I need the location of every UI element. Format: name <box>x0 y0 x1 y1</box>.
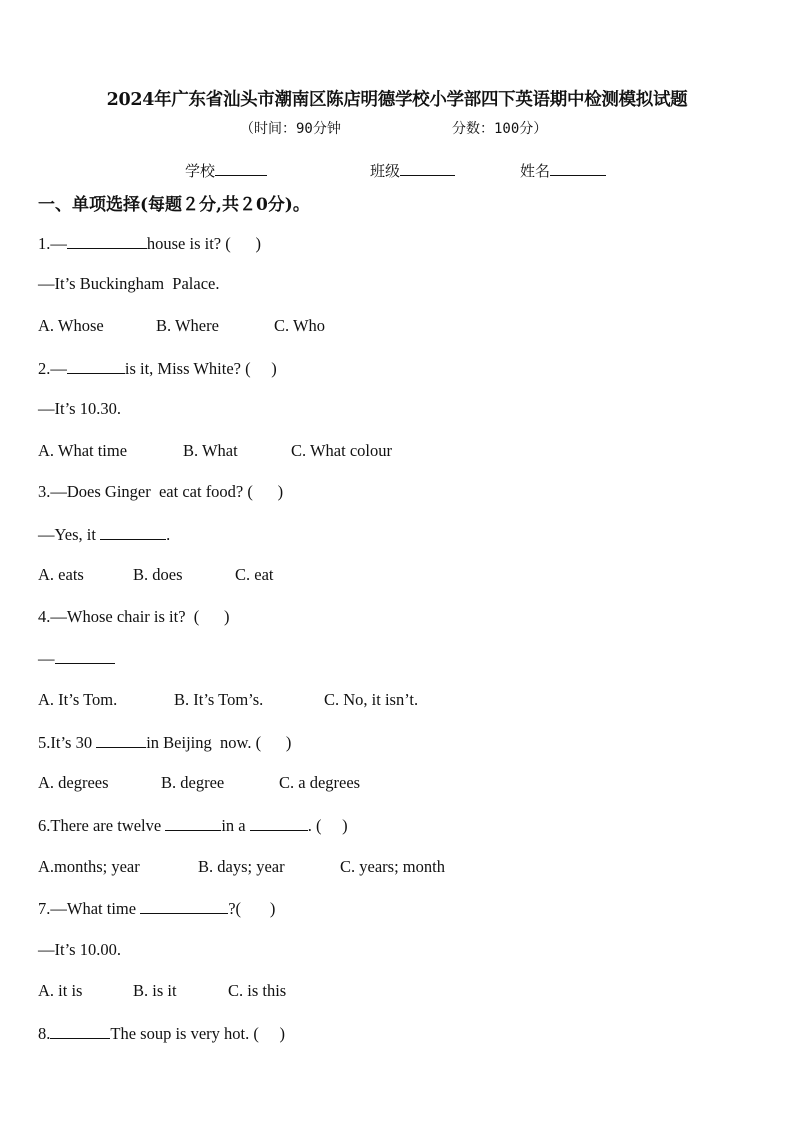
question-6: 6.There are twelve in a . ( ) <box>38 816 348 835</box>
option-c[interactable]: C. No, it isn’t. <box>324 690 419 709</box>
name-label: 姓名 <box>520 162 551 180</box>
school-blank[interactable] <box>215 161 267 176</box>
question-4: 4.—Whose chair is it? ( ) <box>38 607 230 626</box>
question-2: 2.— is it, Miss White? ( ) <box>38 359 277 378</box>
option-c[interactable]: C. Who <box>274 316 326 335</box>
question-3-answer: —Yes, it . <box>38 525 171 544</box>
option-b[interactable]: B. is it <box>133 981 177 1000</box>
option-a[interactable]: A. it is <box>38 981 83 1000</box>
option-b[interactable]: B. What <box>183 441 238 460</box>
answer-blank[interactable] <box>96 732 146 748</box>
exam-title: 2024年广东省汕头市潮南区陈店明德学校小学部四下英语期中检测模拟试题 <box>106 90 688 110</box>
exam-time: （时间：90分钟 <box>240 121 341 137</box>
question-2-answer: —It’s 10.30. <box>38 399 121 418</box>
question-1: 1.— house is it? ( ) <box>38 234 261 253</box>
answer-blank[interactable] <box>100 524 166 540</box>
name-blank[interactable] <box>550 161 606 176</box>
question-5-options <box>38 773 361 793</box>
section-title: 一、单项选择(每题２分,共２0分)。 <box>38 195 310 215</box>
option-b[interactable]: B. Where <box>156 316 219 335</box>
exam-score: 分数：100分） <box>452 121 548 137</box>
option-c[interactable]: C. is this <box>228 981 287 1000</box>
option-c[interactable]: C. What colour <box>291 441 392 460</box>
option-c[interactable]: C. years; month <box>340 857 445 876</box>
option-a[interactable]: A. What time <box>38 441 128 460</box>
question-4-answer: — <box>38 648 115 669</box>
name-field <box>520 160 606 181</box>
question-8: 8. The soup is very hot. ( ) <box>38 1024 285 1043</box>
option-a[interactable]: A.months; year <box>38 857 140 876</box>
answer-blank[interactable] <box>140 898 228 914</box>
class-label: 班级 <box>370 162 401 180</box>
answer-blank[interactable] <box>67 358 125 374</box>
option-a[interactable]: A. eats <box>38 565 84 584</box>
question-7-options <box>38 981 287 1001</box>
option-b[interactable]: B. days; year <box>198 857 285 876</box>
class-blank[interactable] <box>400 161 455 176</box>
question-5: 5.It’s 30 in Beijing now. ( ) <box>38 733 292 752</box>
question-1-options <box>38 316 326 336</box>
question-7-answer: —It’s 10.00. <box>38 940 121 959</box>
option-a[interactable]: A. It’s Tom. <box>38 690 118 709</box>
option-b[interactable]: B. does <box>133 565 183 584</box>
option-c[interactable]: C. a degrees <box>279 773 361 792</box>
answer-blank[interactable] <box>67 233 147 249</box>
question-6-options <box>38 857 445 877</box>
question-3-options <box>38 565 274 585</box>
question-4-options <box>38 690 419 710</box>
school-field <box>185 160 267 181</box>
option-a[interactable]: A. degrees <box>38 773 109 792</box>
class-field <box>370 160 455 181</box>
school-label: 学校 <box>185 162 216 180</box>
option-b[interactable]: B. It’s Tom’s. <box>174 690 264 709</box>
question-3: 3.—Does Ginger eat cat food? ( ) <box>38 482 284 501</box>
option-b[interactable]: B. degree <box>161 773 225 792</box>
answer-blank[interactable] <box>50 1023 110 1039</box>
answer-blank-2[interactable] <box>250 815 308 831</box>
option-a[interactable]: A. Whose <box>38 316 104 335</box>
question-1-answer: —It’s Buckingham Palace. <box>38 274 220 293</box>
question-7: 7.—What time ?( ) <box>38 899 276 918</box>
answer-blank[interactable] <box>55 648 115 664</box>
question-2-options <box>38 441 392 461</box>
answer-blank-1[interactable] <box>165 815 221 831</box>
option-c[interactable]: C. eat <box>235 565 274 584</box>
